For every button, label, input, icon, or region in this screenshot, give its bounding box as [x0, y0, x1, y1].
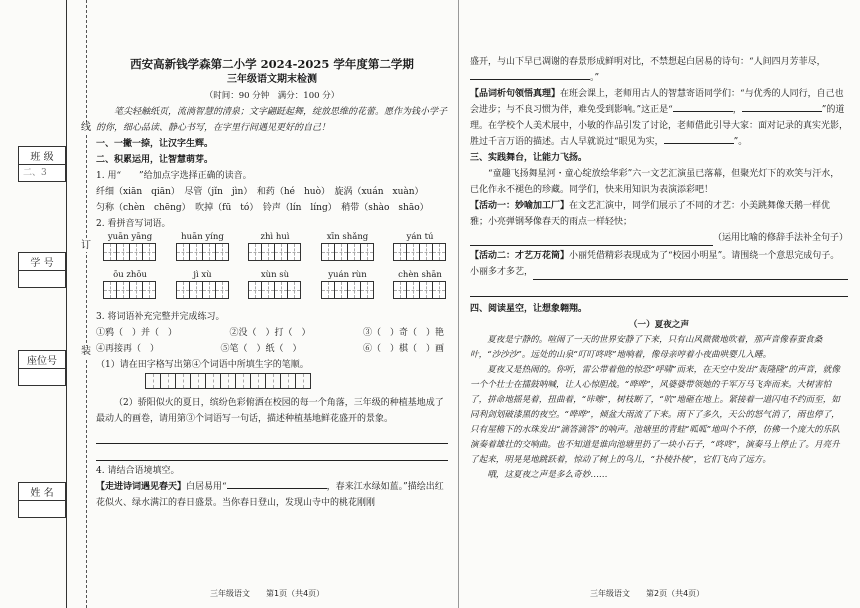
answer-grid[interactable] — [394, 281, 446, 299]
exam-subtitle: 三年级语文期末检测 — [227, 74, 317, 85]
grid-cell[interactable] — [202, 281, 216, 299]
grid-cell[interactable] — [190, 373, 206, 389]
activity-1-label: 【活动一：妙喻加工厂】 — [470, 201, 570, 211]
answer-grid[interactable] — [249, 281, 301, 299]
grid-cell[interactable] — [103, 281, 117, 299]
grid-cell[interactable] — [250, 373, 266, 389]
grid-cell[interactable] — [176, 281, 190, 299]
question-1-row-2[interactable]: 匀称（chèn chēng） 吹掉（fū tó） 铃声（lín líng） 稍带（shào shāo） — [96, 203, 429, 213]
idiom-text-d: ”。 — [733, 137, 748, 147]
poem-continuation — [470, 54, 848, 86]
exam-page-2 — [470, 54, 848, 483]
pinyin-text: yán tú — [406, 232, 434, 242]
grid-cell[interactable] — [142, 243, 156, 261]
pinyin-item[interactable] — [247, 232, 303, 267]
pinyin-item[interactable] — [320, 270, 376, 305]
answer-grid[interactable] — [394, 243, 446, 261]
pinyin-text: yuán rùn — [328, 270, 367, 280]
pinyin-text: zhì huì — [260, 232, 290, 242]
essay-title: （一）夏夜之声 — [628, 320, 690, 330]
grid-cell[interactable] — [419, 281, 433, 299]
grid-cell[interactable] — [295, 373, 311, 389]
grid-cell[interactable] — [248, 281, 262, 299]
sidebar-rule — [66, 0, 67, 608]
grid-cell[interactable] — [334, 243, 348, 261]
grid-cell[interactable] — [393, 281, 407, 299]
grid-cell[interactable] — [116, 243, 130, 261]
pinyin-item[interactable] — [392, 270, 448, 305]
answer-line[interactable] — [470, 282, 848, 297]
grid-cell[interactable] — [175, 373, 191, 389]
grid-cell[interactable] — [265, 373, 281, 389]
grid-cell[interactable] — [129, 243, 143, 261]
answer-line[interactable] — [96, 446, 448, 461]
grid-cell[interactable] — [261, 281, 275, 299]
grid-cell[interactable] — [432, 243, 446, 261]
grid-cell[interactable] — [419, 243, 433, 261]
idiom-item[interactable]: ⑥（ ）棋（ ）画 — [362, 344, 444, 354]
idiom-item[interactable]: ②没（ ）打（ ） — [229, 328, 311, 338]
grid-cell[interactable] — [160, 373, 176, 389]
question-2: 2. 看拼音写词语。 — [96, 219, 171, 229]
poetry-label: 【走进诗词遇见春天】 — [96, 482, 187, 492]
answer-grid[interactable] — [177, 281, 229, 299]
grid-cell[interactable] — [215, 281, 229, 299]
grid-cell[interactable] — [280, 373, 296, 389]
grid-cell[interactable] — [432, 281, 446, 299]
name-field[interactable] — [19, 501, 65, 517]
answer-grid[interactable] — [249, 243, 301, 261]
grid-cell[interactable] — [189, 281, 203, 299]
grid-cell[interactable] — [274, 281, 288, 299]
section-4-heading: 四、阅读星空，让想象翱翔。 — [470, 304, 588, 314]
pinyin-text: ōu zhōu — [113, 270, 147, 280]
exam-title: 西安高新钱学森第二小学 2024-2025 学年度第二学期 — [130, 57, 414, 71]
question-1: 1. 用“ ”给加点字选择正确的读音。 — [96, 171, 252, 181]
name-label: 姓 名 — [19, 483, 65, 501]
idiom-blank-1[interactable] — [673, 111, 733, 112]
cut-line — [86, 0, 87, 608]
essay-paragraph-2: 夏夜又是热闹的。你听，雷公带着他的惊恐“呼啸”而来，在天空中发出“轰隆隆”的声音，就像一个个壮士在擂鼓呐喊，让人心惊胆战。“哗哗”，风婆婆带领她的千军万马飞奔而来。大树害怕了，拼命地摇晃着，扭曲着，“咔嚓”，树枝断了，“吭”地砸在地上。紧接着一道闪电不约而至，如同利剑划破漆黑的夜空。“哗哗”，倾盆大雨流了下来。雨下了多久，天公的怒气消了，雨也停了，只有屋檐下的水珠发出“滴答滴答”的响声。池塘里的青蛙“呱呱”地叫个不停，仿佛一个庞大的乐队演奏着雄壮的交响曲。也不知道是谁向池塘里扔了一块小石子，“咚咚”，演奏马上停止了。月亮升了起来，明晃晃地跳跃着，惊动了树上的鸟儿，“扑棱扑棱”，它们飞向了远方。 — [470, 365, 840, 465]
student-id-box — [18, 252, 66, 288]
activity-2-label: 【活动二：才艺万花筒】 — [470, 251, 570, 261]
name-box — [18, 482, 66, 518]
section-2-heading: 二、积累运用，让智慧萌芽。 — [96, 155, 214, 165]
poetry-text-b: ，春来江水绿如蓝。”描绘出红花似火、绿水满江的春日盛景。当你春日登山，发现山寺中的桃花刚刚 — [96, 482, 444, 508]
grid-cell[interactable] — [347, 281, 361, 299]
question-1-row-1[interactable]: 纤细（xiān qiān） 尽管（jǐn jìn） 和药（hé huò） 旋涡（xuán xuàn） — [96, 187, 424, 197]
idiom-item[interactable]: ①鸦（ ）并（ ） — [96, 328, 178, 338]
poem-cont-end: 。” — [590, 73, 600, 83]
idiom-text-a: 在班会课上，老师用古人的智慧寄语同学们：“与优秀的人同行，自己也会进步；与不良习惯为伴，难免受到影响。”这正是“ — [470, 89, 844, 115]
grid-cell[interactable] — [248, 243, 262, 261]
poem-blank-1[interactable] — [227, 488, 327, 489]
question-3: 3. 将词语补充完整并完成练习。 — [96, 312, 225, 322]
pinyin-item[interactable] — [247, 270, 303, 305]
grid-cell[interactable] — [334, 281, 348, 299]
activity-2-blank[interactable] — [533, 265, 848, 280]
pinyin-item[interactable] — [175, 232, 231, 267]
pinyin-item[interactable] — [102, 232, 158, 267]
pinyin-text: xùn sù — [260, 270, 290, 280]
page-2-footer: 三年级语文 第2页（共4页） — [590, 589, 705, 598]
grid-cell[interactable] — [406, 243, 420, 261]
activity-1-blank[interactable] — [470, 231, 713, 246]
grid-cell[interactable] — [205, 373, 221, 389]
activity-1 — [470, 198, 848, 230]
seat-box — [18, 350, 66, 386]
grid-cell[interactable] — [360, 281, 374, 299]
idiom-blank-3[interactable] — [664, 143, 734, 144]
seat-label: 座位号 — [19, 351, 65, 369]
grid-cell[interactable] — [287, 281, 301, 299]
grid-cell[interactable] — [406, 281, 420, 299]
grid-cell[interactable] — [103, 243, 117, 261]
seat-field[interactable] — [19, 369, 65, 385]
cut-mark-bind: 装 — [81, 346, 91, 357]
poem-cont-text: 盛开，与山下早已凋谢的春景形成鲜明对比，不禁想起白居易的诗句：“人间四月芳菲尽， — [470, 57, 826, 67]
idiom-text-c: ”的道理。在学校个人美术展中，小敏的作品引发了讨论，老师借此引导大家：面对记录的真实光影，胜过千言万语的描述。古人早就说过“眼见为实， — [470, 105, 849, 147]
pinyin-text: jì xù — [193, 270, 212, 280]
class-field[interactable]: 二、3 — [23, 168, 47, 178]
grid-cell[interactable] — [321, 281, 335, 299]
pinyin-text: yuān yāng — [107, 232, 153, 242]
grid-cell[interactable] — [220, 373, 236, 389]
idiom-text-b: ， — [732, 105, 742, 115]
answer-grid[interactable] — [104, 243, 156, 261]
question-3-2: （2）骄阳似火的夏日，缤纷色彩俯洒在校园的每一个角落，三年级的种植基地成了最动人的画卷，请用第③个词语写一句话，描述种植基地鲜花盛开的景象。 — [96, 398, 444, 424]
grid-cell[interactable] — [261, 243, 275, 261]
essay-paragraph-3: 哦，这夏夜之声是多么奇妙…… — [487, 470, 608, 480]
grid-cell[interactable] — [235, 373, 251, 389]
section-3-heading: 三、实践舞台，让能力飞扬。 — [470, 153, 588, 163]
grid-cell[interactable] — [393, 243, 407, 261]
poetry-text-a: 白居易用“ — [186, 482, 227, 492]
pinyin-text: xīn shǎng — [326, 232, 369, 242]
answer-grid[interactable] — [104, 281, 156, 299]
stroke-order-grid[interactable] — [146, 373, 311, 389]
pinyin-item[interactable] — [320, 232, 376, 267]
page-divider — [458, 0, 459, 608]
grid-cell[interactable] — [287, 243, 301, 261]
student-id-label: 学 号 — [19, 253, 65, 271]
intro-text: 笔尖轻触纸页，流淌智慧的清泉；文字翩跹起舞，绽放思维的花蕾。愿作为钱小学子的你，细心品读、静心书写，在字里行间遇见更好的自己！ — [96, 107, 448, 133]
activity-2-start: 小丽多才多艺， — [470, 267, 534, 277]
grid-cell[interactable] — [347, 243, 361, 261]
grid-cell[interactable] — [321, 243, 335, 261]
poem-blank-2[interactable] — [470, 79, 590, 80]
idiom-label: 【品词析句领悟真理】 — [470, 89, 561, 99]
grid-cell[interactable] — [360, 243, 374, 261]
pinyin-item[interactable] — [102, 270, 158, 305]
pinyin-item[interactable] — [392, 232, 448, 267]
pinyin-text: chèn shān — [398, 270, 442, 280]
student-id-field[interactable] — [19, 271, 65, 287]
cut-mark-order: 订 — [81, 240, 91, 251]
section-3-intro: “童趣飞扬舞星河・童心绽放绘华彩”六一文艺汇演虽已落幕，但聚光灯下的欢笑与汗水，已化作永不褪色的珍藏。同学们，快来用知识为表演添彩吧！ — [470, 169, 840, 195]
section-1-heading: 一、一撇一捺，让汉字生辉。 — [96, 139, 214, 149]
idiom-blank-2[interactable] — [742, 111, 822, 112]
exam-page-1 — [96, 50, 448, 511]
class-label: 班 级 — [19, 147, 65, 165]
answer-grid[interactable] — [322, 281, 374, 299]
activity-1-hint: （运用比喻的修辞手法补全句子） — [712, 233, 848, 243]
question-4-part-1 — [96, 479, 448, 511]
grid-cell[interactable] — [145, 373, 161, 389]
answer-grid[interactable] — [177, 243, 229, 261]
idiom-item[interactable]: ③（ ）奇（ ）艳 — [362, 328, 444, 338]
essay-paragraph-1: 夏夜是宁静的。喧闹了一天的世界安静了下来，只有山风微微地吹着，那声音像春蚕食桑叶，“沙沙沙”。远处的山泉“叮叮咚咚”地响着，像母亲哼着小夜曲哄婴儿入睡。 — [470, 335, 823, 360]
pinyin-row-1 — [96, 232, 448, 267]
question-3-1: （1）请在田字格写出第④个词语中所填生字的笔顺。 — [96, 360, 309, 370]
grid-cell[interactable] — [116, 281, 130, 299]
pinyin-text: huān yíng — [181, 232, 224, 242]
idiom-item[interactable]: ④再接再（ ） — [96, 344, 160, 354]
question-4: 4. 请结合语境填空。 — [96, 466, 180, 476]
pinyin-item[interactable] — [175, 270, 231, 305]
idiom-item[interactable]: ⑤笔（ ）纸（ ） — [220, 344, 302, 354]
binding-sidebar — [0, 0, 92, 608]
page-1-footer: 三年级语文 第1页（共4页） — [210, 589, 325, 598]
grid-cell[interactable] — [274, 243, 288, 261]
answer-grid[interactable] — [322, 243, 374, 261]
pinyin-row-2 — [96, 270, 448, 305]
idiom-row-1 — [96, 325, 448, 341]
cut-mark-line: 线 — [81, 122, 91, 133]
answer-line[interactable] — [96, 429, 448, 444]
idiom-row-2 — [96, 341, 448, 357]
grid-cell[interactable] — [129, 281, 143, 299]
activity-2-text: 小丽凭借精彩表现成为了“校园小明星”。请围绕一个意思完成句子。 — [569, 251, 840, 261]
grid-cell[interactable] — [189, 243, 203, 261]
grid-cell[interactable] — [202, 243, 216, 261]
grid-cell[interactable] — [215, 243, 229, 261]
grid-cell[interactable] — [142, 281, 156, 299]
activity-1-text: 在文艺汇演中，同学们展示了不同的才艺：小美跳舞像天鹅一样优雅；小亮弹钢琴像春天的雨点一样轻快； — [470, 201, 831, 227]
idiom-question — [470, 86, 848, 150]
class-box — [18, 146, 66, 182]
activity-2-answer — [470, 264, 848, 280]
activity-1-answer — [470, 230, 848, 246]
exam-meta: （时间：90 分钟 满分：100 分） — [204, 91, 340, 101]
activity-2 — [470, 248, 848, 264]
grid-cell[interactable] — [176, 243, 190, 261]
